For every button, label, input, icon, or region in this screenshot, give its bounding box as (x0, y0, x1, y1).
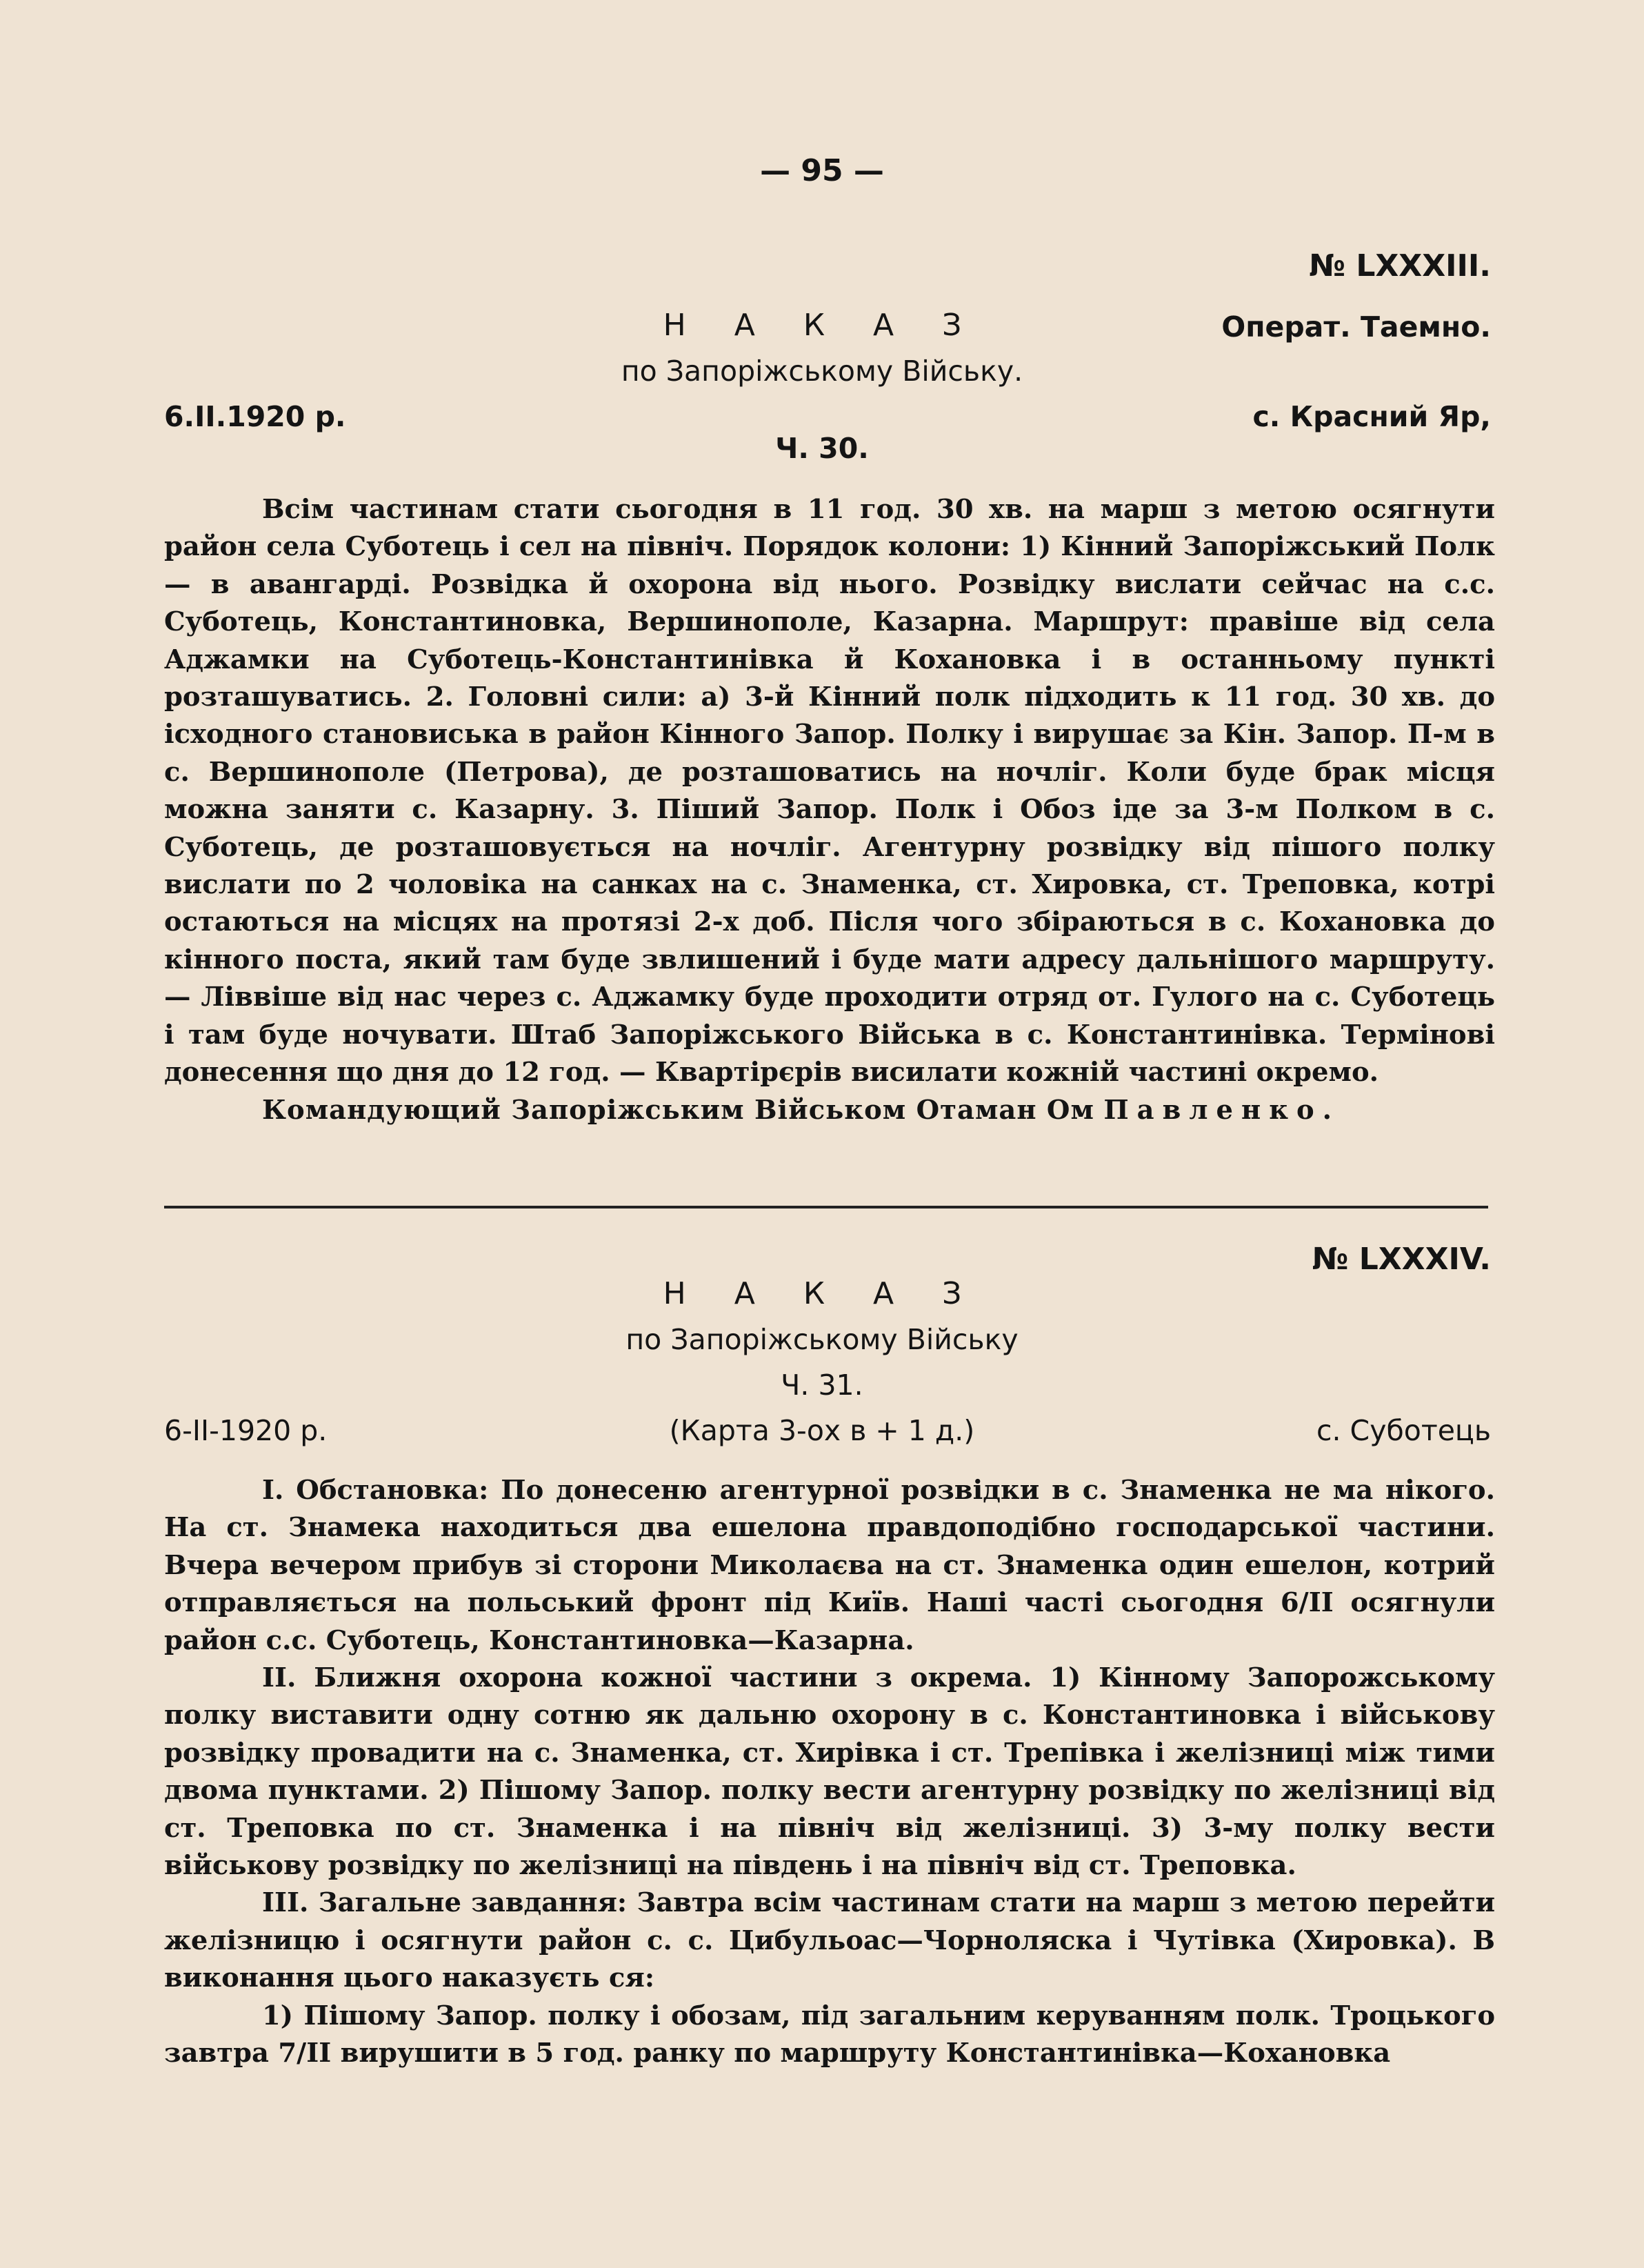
order2-place: с. Суботець (1316, 1414, 1491, 1447)
order1-signature (164, 1092, 1495, 1129)
order1-body (164, 491, 1495, 1129)
order1-text: Всім частинам стати сьогодня в 11 год. 30 хв. на марш з метою осягнути район села Суботець і сел на північ. Порядок колони: 1) Кінний Запоріжський Полк — в авангарді. Розвідка й охорона від нього. Розвідку вислати сейчас на с.с. Суботець, Константиновка, Вершинополе, Казарна. Маршрут: правіше від села Аджамки на Суботець-Константинівка й Кохановка і в останньому пункті розташуватись. 2. Головні сили: а) 3-й Кінний полк підходить к 11 год. 30 хв. до ісходного становиська в район Кінного Запор. Полку і вирушає за Кін. Запор. П-м в с. Вершинополе (Петрова), де розташоватись на ночліг. Коли буде брак місця можна заняти с. Казарну. 3. Піший Запор. Полк і Обоз іде за 3-м Полком в с. Суботець, де розташовується на ночліг. Агентурну розвідку від пішого полку вислати по 2 чоловіка на санках на с. Знаменка, ст. Хировка, ст. Треповка, котрі остаються на місцях на протязі 2-х доб. Після чого збіраються в с. Кохановка до кінного поста, який там буде звлишений і буде мати адресу дальнішого маршруту. — Ліввіше від нас через с. Аджамку буде проходити отряд от. Гулого на с. Суботець і там буде ночувати. Штаб Запоріжського Війська в с. Константинівка. Термінові донесення що дня до 12 год. — Квартірєрів висилати кожній частині окремо. (164, 494, 1495, 1088)
order2-title: Н А К А З (663, 1276, 981, 1311)
order1-place: с. Красний Яр, (1252, 400, 1491, 433)
order2-map: (Карта 3-ох в + 1 д.) (669, 1414, 975, 1447)
order1-date: 6.II.1920 р. (164, 400, 346, 433)
order2-date: 6-II-1920 р. (164, 1414, 328, 1447)
order1-classification: Операт. Таемно. (1221, 310, 1491, 344)
order2-para-4: 1) Пішому Запор. полку і обозам, під загальним керуванням полк. Троцького завтра 7/II вирушити в 5 год. ранку по маршруту Константинівка—Кохановка (164, 2000, 1495, 2069)
order2-para-3: III. Загальне завдання: Завтра всім частинам стати на марш з метою перейти желізницю і осягнути район с. с. Цибульоас—Чорноляска і Чутівка (Хировка). В виконання цього наказуєть ся: (164, 1887, 1495, 1994)
signature-prefix: Командующий Запоріжським Військом Отаман Ом (262, 1094, 1094, 1126)
section-divider (164, 1206, 1488, 1208)
signature-name: Павленко. (1103, 1094, 1341, 1126)
order1-title: Н А К А З (663, 308, 981, 343)
order2-body (164, 1472, 1495, 2073)
order2-part: Ч. 31. (781, 1369, 863, 1402)
order1-subtitle: по Запоріжському Війську. (621, 355, 1023, 388)
order2-para-2: II. Ближня охорона кожної частини з окрема. 1) Кінному Запорожському полку виставити одну сотню як дальню охорону в с. Константиновка і військову розвідку провадити на с. Знаменка, ст. Хирівка і ст. Трепівка і желізниці між тими двома пунктами. 2) Пішому Запор. полку вести агентурну розвідку по желізниці від ст. Треповка по ст. Знаменка і на північ від желізниці. 3) 3-му полку вести військову розвідку по желізниці на південь і на північ від ст. Треповка. (164, 1662, 1495, 1882)
page-number: — 95 — (760, 153, 884, 188)
order1-number: № LXXXIII. (1309, 248, 1491, 284)
order2-subtitle: по Запоріжському Війську (625, 1323, 1019, 1356)
order2-para-1: I. Обстановка: По донесеню агентурної розвідки в с. Знаменка не ма нікого. На ст. Знамека находиться два ешелона правдоподібно господарської частини. Вчера вечером прибув зі сторони Миколаєва на ст. Знаменка один ешелон, котрий отправляється на польський фронт під Київ. Наші часті сьогодня 6/II осягнули район с.с. Суботець, Константиновка—Казарна. (164, 1475, 1495, 1656)
order1-part: Ч. 30. (775, 432, 869, 465)
order2-number: № LXXXIV. (1312, 1242, 1491, 1277)
